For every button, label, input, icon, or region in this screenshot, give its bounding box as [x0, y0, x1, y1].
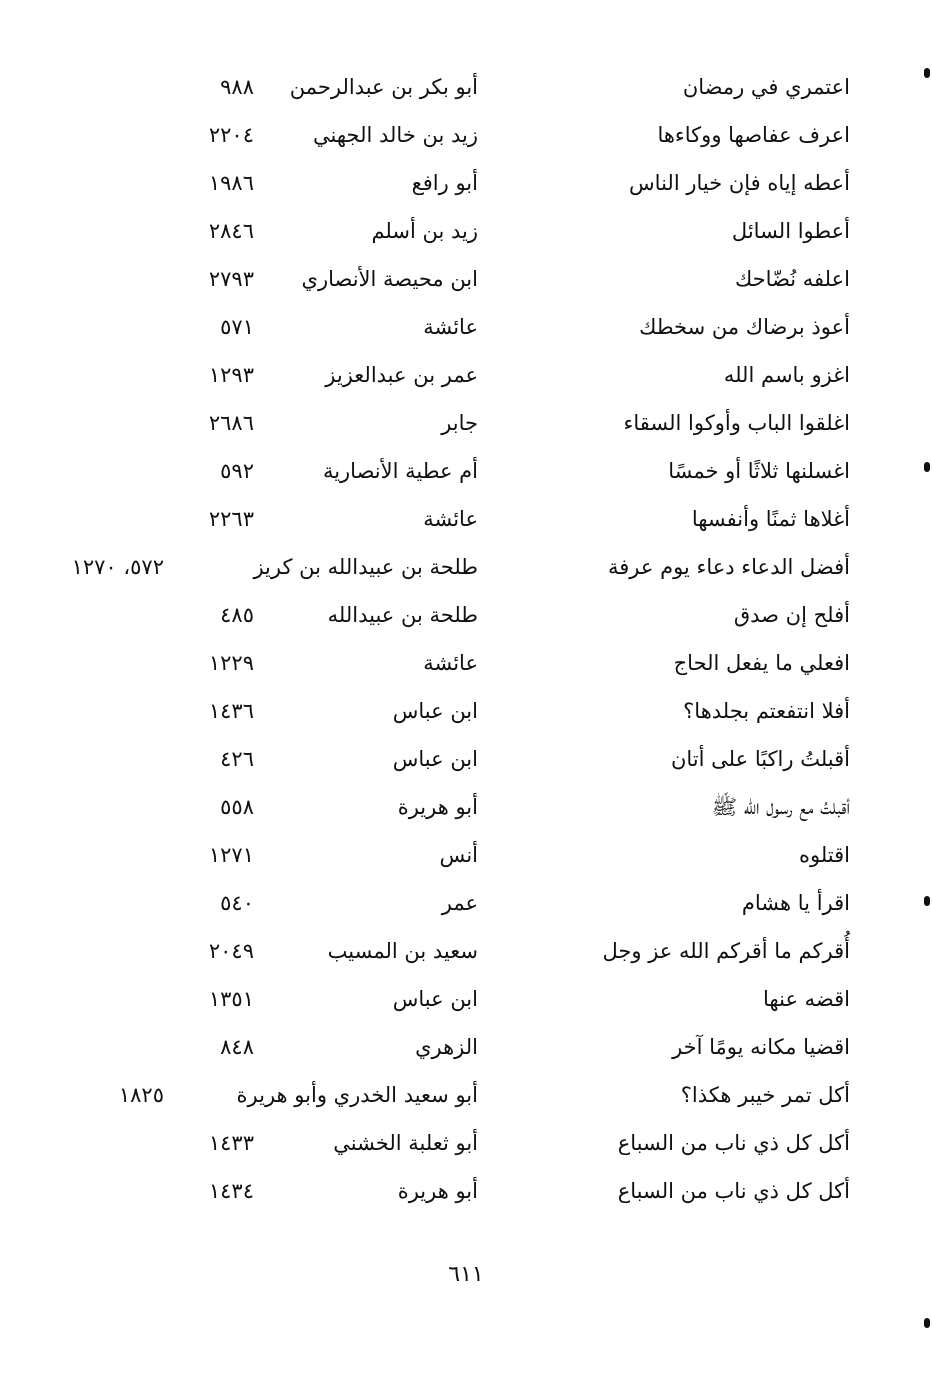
hadith-text: أعطوا السائل — [731, 219, 850, 243]
index-row — [0, 784, 932, 832]
index-row — [0, 208, 932, 256]
hadith-number: ١٤٣٤ — [208, 1179, 254, 1203]
narrator-name: أبو بكر بن عبدالرحمن — [289, 75, 478, 99]
hadith-text: أقبلتُ مع رسول الله ﷺ — [711, 795, 850, 819]
index-row — [0, 592, 932, 640]
margin-mark — [924, 68, 930, 78]
index-row — [0, 832, 932, 880]
hadith-number: ٥٤٠ — [220, 891, 254, 915]
hadith-text: أفلح إن صدق — [733, 603, 850, 627]
hadith-text: أقبلتُ راكبًا على أتان — [670, 747, 850, 771]
hadith-number: ٥٧١ — [220, 315, 254, 339]
hadith-number: ٥٧٢، ١٢٧٠ — [71, 555, 164, 579]
narrator-name: زيد بن أسلم — [371, 219, 478, 243]
index-row — [0, 688, 932, 736]
margin-mark — [924, 1318, 930, 1328]
hadith-number: ٤٨٥ — [220, 603, 254, 627]
hadith-text: أفضل الدعاء دعاء يوم عرفة — [607, 555, 850, 579]
narrator-name: طلحة بن عبيدالله بن كريز — [253, 555, 478, 579]
hadith-number: ١٤٣٣ — [208, 1131, 254, 1155]
hadith-text: أعوذ برضاك من سخطك — [639, 315, 850, 339]
hadith-number: ٢٢٦٣ — [208, 507, 254, 531]
hadith-text: أُقركم ما أقركم الله عز وجل — [602, 939, 850, 963]
hadith-number: ١٨٢٥ — [118, 1083, 164, 1107]
narrator-name: أبو رافع — [411, 171, 478, 195]
narrator-name: ابن عباس — [392, 747, 478, 771]
hadith-number: ١٢٢٩ — [208, 651, 254, 675]
hadith-number: ١٤٣٦ — [208, 699, 254, 723]
narrator-name: أبو سعيد الخدري وأبو هريرة — [236, 1083, 478, 1107]
narrator-name: سعيد بن المسيب — [327, 939, 478, 963]
hadith-number: ٥٥٨ — [220, 795, 254, 819]
hadith-text: أكل كل ذي ناب من السباع — [617, 1179, 850, 1203]
index-row — [0, 160, 932, 208]
hadith-text: اعرف عفاصها ووكاءها — [657, 123, 850, 147]
hadith-text: أغلاها ثمنًا وأنفسها — [691, 507, 850, 531]
index-row — [0, 304, 932, 352]
narrator-name: ابن عباس — [392, 699, 478, 723]
index-row — [0, 400, 932, 448]
hadith-text: اغزو باسم الله — [723, 363, 850, 387]
narrator-name: عمر — [441, 891, 478, 915]
index-row — [0, 928, 932, 976]
index-row — [0, 1168, 932, 1216]
narrator-name: عائشة — [423, 651, 478, 675]
hadith-number: ١٩٨٦ — [208, 171, 254, 195]
hadith-text: اغسلنها ثلاثًا أو خمسًا — [668, 459, 850, 483]
hadith-number: ٩٨٨ — [220, 75, 254, 99]
narrator-name: جابر — [441, 411, 478, 435]
hadith-index-list — [0, 64, 932, 1216]
hadith-text: افعلي ما يفعل الحاج — [673, 651, 850, 675]
index-row — [0, 112, 932, 160]
hadith-number: ٨٤٨ — [220, 1035, 254, 1059]
hadith-number: ٢٦٨٦ — [208, 411, 254, 435]
index-row — [0, 1072, 932, 1120]
margin-mark — [924, 462, 930, 472]
narrator-name: أبو هريرة — [397, 795, 478, 819]
hadith-number: ٢٠٤٩ — [208, 939, 254, 963]
index-row — [0, 448, 932, 496]
narrator-name: ابن محيصة الأنصاري — [301, 267, 478, 291]
index-row — [0, 640, 932, 688]
index-row — [0, 544, 932, 592]
narrator-name: أنس — [439, 843, 478, 867]
narrator-name: عائشة — [423, 507, 478, 531]
hadith-number: ١٢٧١ — [208, 843, 254, 867]
hadith-text: اقضيا مكانه يومًا آخر — [672, 1035, 850, 1059]
narrator-name: أم عطية الأنصارية — [322, 459, 478, 483]
narrator-name: عمر بن عبدالعزيز — [325, 363, 478, 387]
hadith-text: أكل تمر خيبر هكذا؟ — [680, 1083, 850, 1107]
narrator-name: عائشة — [423, 315, 478, 339]
hadith-number: ٢٧٩٣ — [208, 267, 254, 291]
hadith-text: اغلقوا الباب وأوكوا السقاء — [623, 411, 850, 435]
index-row — [0, 736, 932, 784]
index-row — [0, 1120, 932, 1168]
hadith-text: أكل كل ذي ناب من السباع — [617, 1131, 850, 1155]
margin-mark — [924, 896, 930, 906]
hadith-text: اعلفه نُضّاحك — [734, 267, 850, 291]
hadith-text: اعتمري في رمضان — [682, 75, 850, 99]
hadith-number: ٢٨٤٦ — [208, 219, 254, 243]
narrator-name: أبو ثعلبة الخشني — [333, 1131, 478, 1155]
narrator-name: طلحة بن عبيدالله — [327, 603, 478, 627]
hadith-text: اقتلوه — [798, 843, 850, 867]
hadith-number: ٥٩٢ — [220, 459, 254, 483]
hadith-text: أفلا انتفعتم بجلدها؟ — [683, 699, 850, 723]
index-row — [0, 1024, 932, 1072]
index-row — [0, 496, 932, 544]
hadith-number: ١٣٥١ — [208, 987, 254, 1011]
hadith-number: ٤٢٦ — [220, 747, 254, 771]
index-row — [0, 880, 932, 928]
narrator-name: زيد بن خالد الجهني — [313, 123, 478, 147]
hadith-number: ٢٢٠٤ — [208, 123, 254, 147]
narrator-name: الزهري — [415, 1035, 478, 1059]
index-row — [0, 256, 932, 304]
hadith-text: أعطه إياه فإن خيار الناس — [629, 171, 850, 195]
hadith-text: اقضه عنها — [763, 987, 850, 1011]
page-number: ٦١١ — [448, 1262, 484, 1287]
index-row — [0, 64, 932, 112]
narrator-name: أبو هريرة — [397, 1179, 478, 1203]
index-row — [0, 976, 932, 1024]
hadith-number: ١٢٩٣ — [208, 363, 254, 387]
index-row — [0, 352, 932, 400]
narrator-name: ابن عباس — [392, 987, 478, 1011]
hadith-text: اقرأ يا هشام — [741, 891, 850, 915]
